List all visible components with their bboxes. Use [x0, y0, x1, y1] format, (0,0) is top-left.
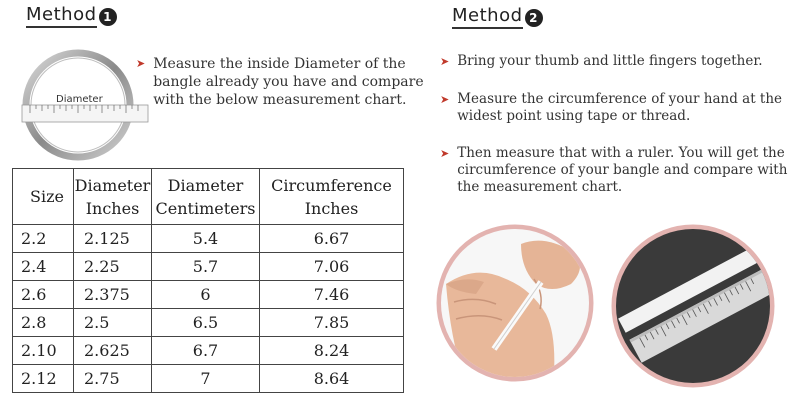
cell-size: 2.8 [13, 309, 74, 337]
method-2-step-3 [440, 145, 790, 196]
cell-circumference: 7.06 [260, 253, 404, 281]
table-row [13, 365, 404, 393]
cell-diameter-cm: 5.4 [152, 225, 260, 253]
method-1-instruction-text: Measure the inside Diameter of the bangle already you have and compare with the below measurement chart. [153, 56, 424, 108]
bullet-arrow-icon: ➤ [136, 57, 146, 70]
cell-circumference: 8.24 [260, 337, 404, 365]
method-2-step-2 [440, 91, 790, 125]
cell-diameter-cm: 6.5 [152, 309, 260, 337]
bullet-arrow-icon: ➤ [440, 55, 450, 68]
cell-circumference: 8.64 [260, 365, 404, 393]
cell-diameter-cm: 5.7 [152, 253, 260, 281]
method-1-title [26, 4, 117, 28]
cell-diameter-inches: 2.5 [74, 309, 152, 337]
header-circumference-line1: Circumference [271, 175, 392, 195]
cell-diameter-inches: 2.125 [74, 225, 152, 253]
cell-circumference: 7.46 [260, 281, 404, 309]
method-2-step-2-text: Measure the circumference of your hand at the widest point using tape or thread. [457, 91, 783, 124]
cell-circumference: 7.85 [260, 309, 404, 337]
header-circumference [260, 169, 404, 225]
bullet-arrow-icon: ➤ [440, 93, 450, 106]
cell-diameter-inches: 2.25 [74, 253, 152, 281]
cell-diameter-inches: 2.75 [74, 365, 152, 393]
cell-diameter-cm: 7 [152, 365, 260, 393]
header-circumference-line2: Inches [304, 198, 359, 218]
method-2-number-badge: 2 [525, 9, 543, 27]
size-chart-table [12, 168, 404, 393]
ring-diameter-label: Diameter [56, 94, 103, 105]
method-1-label: Method [26, 4, 97, 28]
cell-diameter-inches: 2.625 [74, 337, 152, 365]
header-diameter-inches-line2: Inches [85, 198, 140, 218]
header-size-label: Size [30, 187, 64, 206]
cell-diameter-inches: 2.375 [74, 281, 152, 309]
ruler-photo [611, 224, 775, 388]
table-row [13, 253, 404, 281]
method-2-step-1-text: Bring your thumb and little fingers together. [457, 53, 763, 69]
method-2-title [452, 5, 543, 29]
table-row [13, 225, 404, 253]
method-2-step-1 [440, 53, 790, 70]
cell-size: 2.4 [13, 253, 74, 281]
bullet-arrow-icon: ➤ [440, 147, 450, 160]
method-1-instruction [136, 55, 426, 109]
method-2-label: Method [452, 5, 523, 29]
cell-size: 2.10 [13, 337, 74, 365]
table-header-row [13, 169, 404, 225]
cell-size: 2.6 [13, 281, 74, 309]
hand-measuring-photo [436, 224, 594, 382]
cell-diameter-cm: 6.7 [152, 337, 260, 365]
method-1-number-badge: 1 [99, 8, 117, 26]
table-row [13, 309, 404, 337]
header-diameter-inches-line1: Diameter [74, 175, 151, 195]
header-diameter-cm-line2: Centimeters [155, 198, 256, 218]
cell-size: 2.2 [13, 225, 74, 253]
header-diameter-cm [152, 169, 260, 225]
table-row [13, 281, 404, 309]
cell-circumference: 6.67 [260, 225, 404, 253]
table-row [13, 337, 404, 365]
header-diameter-cm-line1: Diameter [167, 175, 244, 195]
cell-size: 2.12 [13, 365, 74, 393]
header-size [13, 169, 74, 225]
header-diameter-inches [74, 169, 152, 225]
method-2-step-3-text: Then measure that with a ruler. You will get the circumference of your bangle and compare with the measurement chart. [457, 145, 788, 195]
cell-diameter-cm: 6 [152, 281, 260, 309]
